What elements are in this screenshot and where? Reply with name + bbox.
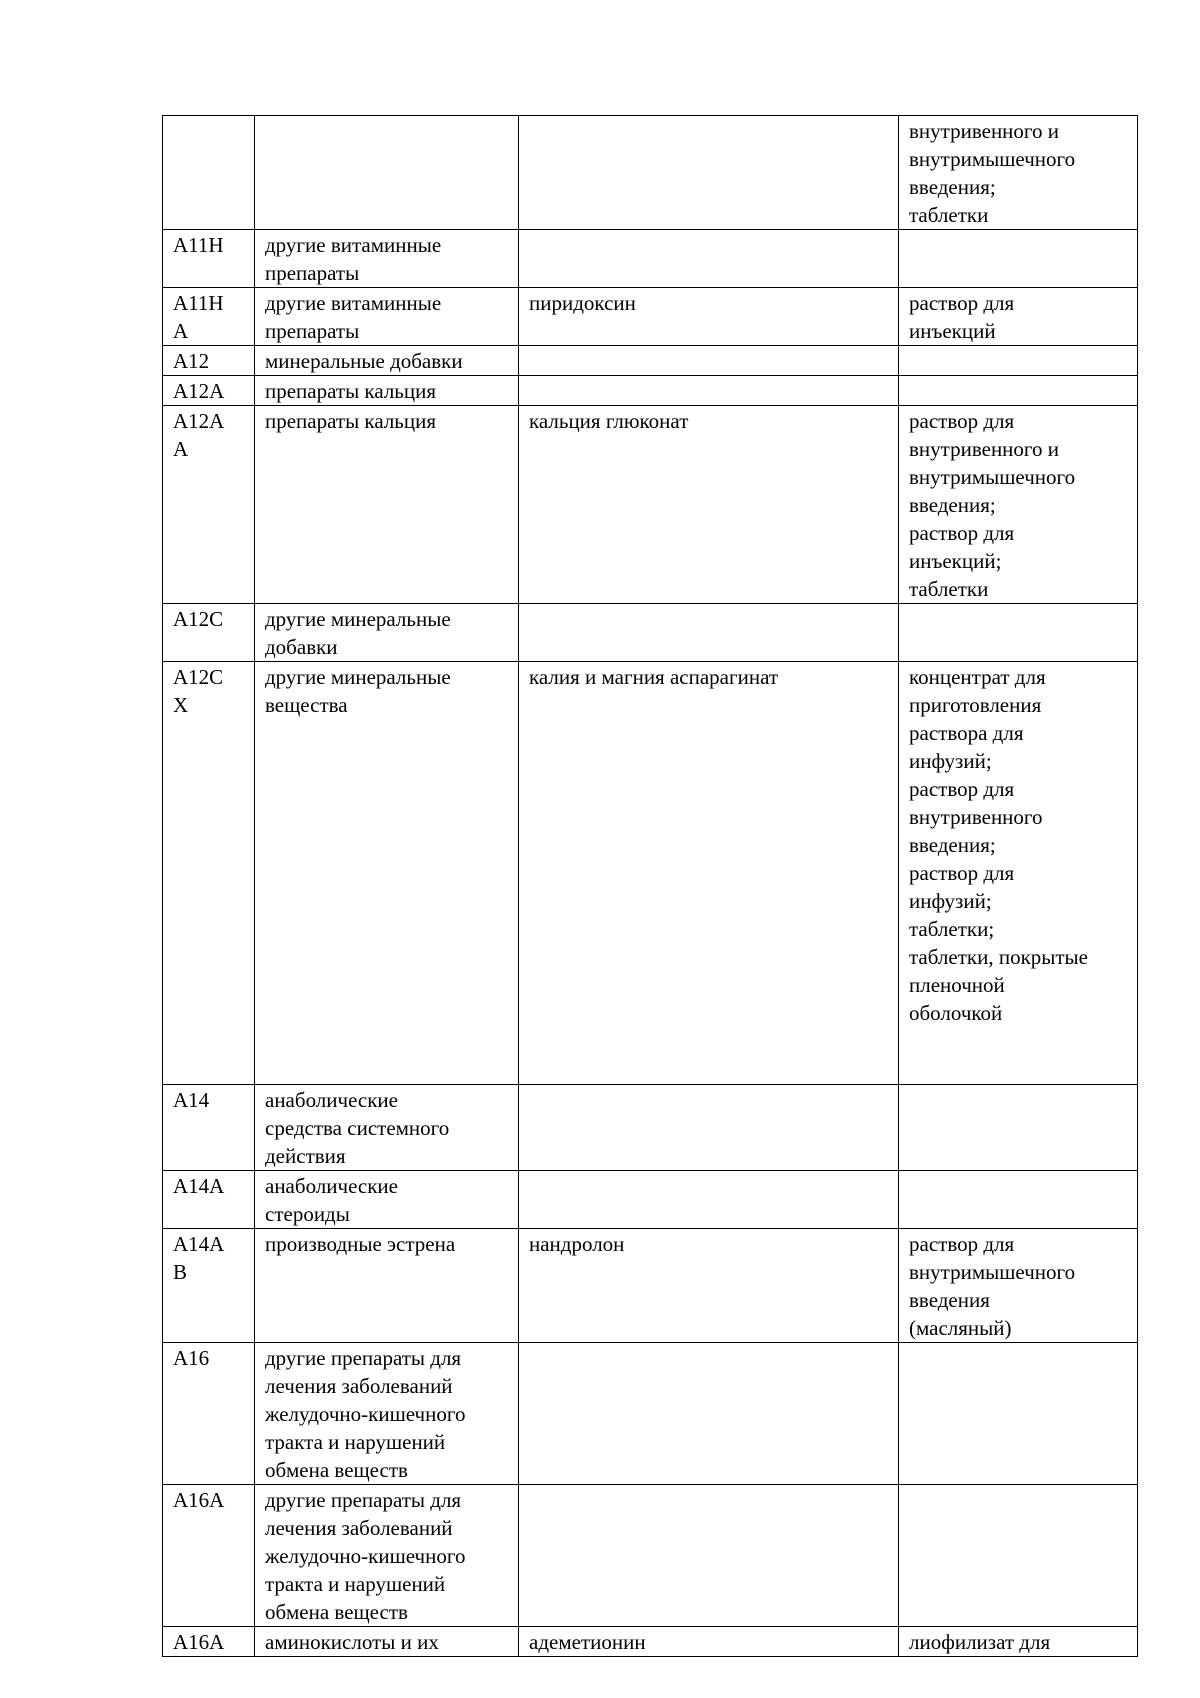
dosage-form-cell (899, 1085, 1138, 1171)
atc-code-cell (163, 1627, 255, 1657)
atc-code-cell (163, 376, 255, 406)
cell-text-line: A16 (173, 1346, 210, 1370)
cell-text-line: нандролон (529, 1232, 625, 1256)
cell-text-line: анаболические (265, 1174, 398, 1198)
dosage-form-cell (899, 604, 1138, 662)
cell-text-line: таблетки (909, 577, 989, 601)
drug-name-cell (519, 1171, 899, 1229)
cell-text-line: лиофилизат для (909, 1630, 1051, 1654)
cell-text-line: добавки (265, 635, 338, 659)
cell-text-line: желудочно-кишечного (265, 1544, 466, 1568)
cell-text-line: калия и магния аспарагинат (529, 665, 779, 689)
cell-text-line: инфузий; (909, 749, 992, 773)
cell-text-line: препараты кальция (265, 409, 437, 433)
cell-text-line: введения (909, 1288, 990, 1312)
cell-text-line: введения; (909, 175, 996, 199)
table-row (163, 1171, 1138, 1229)
table-row (163, 346, 1138, 376)
table-row (163, 376, 1138, 406)
atc-code-cell (163, 662, 255, 1085)
drug-name-cell (519, 1485, 899, 1627)
atc-code-cell (163, 1485, 255, 1627)
group-name-cell (255, 1085, 519, 1171)
cell-text-line: A (173, 437, 189, 461)
cell-text-line: раствор для (909, 861, 1015, 885)
table-row (163, 1627, 1138, 1657)
cell-text-line: X (173, 693, 189, 717)
group-name-cell (255, 1171, 519, 1229)
cell-text-line: пиридоксин (529, 291, 636, 315)
cell-text-line: аминокислоты и их (265, 1630, 439, 1654)
dosage-form-cell (899, 662, 1138, 1085)
cell-text-line: обмена веществ (265, 1600, 408, 1624)
cell-text-line: приготовления (909, 693, 1042, 717)
cell-text-line: пленочной (909, 973, 1005, 997)
cell-text-line: другие минеральные (265, 665, 451, 689)
cell-text-line: A12C (173, 607, 224, 631)
drug-list-table (162, 115, 1138, 1657)
cell-text-line: раствор для (909, 777, 1015, 801)
drug-name-cell (519, 1343, 899, 1485)
drug-name-cell (519, 1085, 899, 1171)
drug-name-cell (519, 1229, 899, 1343)
atc-code-cell (163, 1085, 255, 1171)
cell-text-line: A14A (173, 1232, 225, 1256)
atc-code-cell (163, 346, 255, 376)
group-name-cell (255, 604, 519, 662)
atc-code-cell (163, 1171, 255, 1229)
cell-text-line: A16A (173, 1488, 225, 1512)
drug-name-cell (519, 346, 899, 376)
cell-text-line: раствор для (909, 291, 1015, 315)
cell-text-line: адеметионин (529, 1630, 646, 1654)
cell-text-line: анаболические (265, 1088, 398, 1112)
cell-text-line: введения; (909, 833, 996, 857)
cell-text-line: препараты кальция (265, 379, 437, 403)
cell-text-line: другие витаминные (265, 291, 442, 315)
cell-text-line: внутривенного и (909, 437, 1059, 461)
cell-text-line: инфузий; (909, 889, 992, 913)
table-row (163, 1343, 1138, 1485)
table-row (163, 1485, 1138, 1627)
cell-text-line: A14 (173, 1088, 210, 1112)
drug-name-cell (519, 230, 899, 288)
dosage-form-cell (899, 1229, 1138, 1343)
drug-name-cell (519, 1627, 899, 1657)
cell-text-line: A12 (173, 349, 210, 373)
cell-text-line: внутривенного и (909, 119, 1059, 143)
cell-text-line: A12A (173, 409, 225, 433)
drug-name-cell (519, 604, 899, 662)
cell-text-line: A12C (173, 665, 224, 689)
cell-text-line: другие витаминные (265, 233, 442, 257)
cell-text-line: лечения заболеваний (265, 1516, 453, 1540)
group-name-cell (255, 1343, 519, 1485)
table-row (163, 1229, 1138, 1343)
cell-text-line: раствора для (909, 721, 1024, 745)
dosage-form-cell (899, 406, 1138, 604)
group-name-cell (255, 662, 519, 1085)
dosage-form-cell (899, 116, 1138, 230)
table-row (163, 288, 1138, 346)
cell-text-line: действия (265, 1144, 346, 1168)
group-name-cell (255, 116, 519, 230)
cell-text-line: обмена веществ (265, 1458, 408, 1482)
group-name-cell (255, 406, 519, 604)
cell-text-line: производные эстрена (265, 1232, 456, 1256)
drug-name-cell (519, 288, 899, 346)
cell-text-line: лечения заболеваний (265, 1374, 453, 1398)
table-row (163, 406, 1138, 604)
cell-text-line: другие препараты для (265, 1488, 462, 1512)
dosage-form-cell (899, 230, 1138, 288)
cell-text-line: внутримышечного (909, 147, 1076, 171)
cell-text-line: таблетки; (909, 917, 995, 941)
dosage-form-cell (899, 1343, 1138, 1485)
group-name-cell (255, 1627, 519, 1657)
cell-text-line: таблетки (909, 203, 989, 227)
table-row (163, 230, 1138, 288)
cell-text-line: B (173, 1260, 188, 1284)
table-row (163, 116, 1138, 230)
cell-text-line: минеральные добавки (265, 349, 463, 373)
cell-text-line: кальция глюконат (529, 409, 689, 433)
cell-text-line: A16A (173, 1630, 225, 1654)
drug-name-cell (519, 116, 899, 230)
atc-code-cell (163, 116, 255, 230)
cell-text-line: введения; (909, 493, 996, 517)
atc-code-cell (163, 1343, 255, 1485)
cell-text-line: тракта и нарушений (265, 1430, 446, 1454)
cell-text-line: A12A (173, 379, 225, 403)
cell-text-line: раствор для (909, 1232, 1015, 1256)
cell-text-line: концентрат для (909, 665, 1046, 689)
cell-text-line: тракта и нарушений (265, 1572, 446, 1596)
group-name-cell (255, 288, 519, 346)
cell-text-line: (масляный) (909, 1316, 1012, 1340)
cell-text-line: другие минеральные (265, 607, 451, 631)
cell-text-line: средства системного (265, 1116, 450, 1140)
atc-code-cell (163, 1229, 255, 1343)
dosage-form-cell (899, 1627, 1138, 1657)
group-name-cell (255, 376, 519, 406)
atc-code-cell (163, 406, 255, 604)
dosage-form-cell (899, 288, 1138, 346)
atc-code-cell (163, 604, 255, 662)
cell-text-line: таблетки, покрытые (909, 945, 1088, 969)
group-name-cell (255, 1229, 519, 1343)
group-name-cell (255, 1485, 519, 1627)
cell-text-line: A (173, 319, 189, 343)
cell-text-line: A11H (173, 233, 224, 257)
cell-text-line: препараты (265, 261, 360, 285)
cell-text-line: внутримышечного (909, 465, 1076, 489)
cell-text-line: внутривенного (909, 805, 1043, 829)
drug-name-cell (519, 376, 899, 406)
cell-text-line: A14A (173, 1174, 225, 1198)
drug-name-cell (519, 662, 899, 1085)
atc-code-cell (163, 288, 255, 346)
cell-text-line: внутримышечного (909, 1260, 1076, 1284)
cell-text-line: инъекций (909, 319, 996, 343)
atc-code-cell (163, 230, 255, 288)
table-row (163, 1085, 1138, 1171)
table-row (163, 662, 1138, 1085)
group-name-cell (255, 230, 519, 288)
cell-text-line: инъекций; (909, 549, 1002, 573)
cell-text-line: оболочкой (909, 1001, 1003, 1025)
cell-text-line: желудочно-кишечного (265, 1402, 466, 1426)
cell-text-line: вещества (265, 693, 348, 717)
dosage-form-cell (899, 376, 1138, 406)
dosage-form-cell (899, 346, 1138, 376)
cell-text-line: раствор для (909, 409, 1015, 433)
table-body (163, 116, 1138, 1657)
group-name-cell (255, 346, 519, 376)
cell-text-line: A11H (173, 291, 224, 315)
cell-text-line: стероиды (265, 1202, 350, 1226)
table-row (163, 604, 1138, 662)
drug-name-cell (519, 406, 899, 604)
cell-text-line: препараты (265, 319, 360, 343)
dosage-form-cell (899, 1485, 1138, 1627)
cell-text-line: раствор для (909, 521, 1015, 545)
dosage-form-cell (899, 1171, 1138, 1229)
cell-text-line: другие препараты для (265, 1346, 462, 1370)
